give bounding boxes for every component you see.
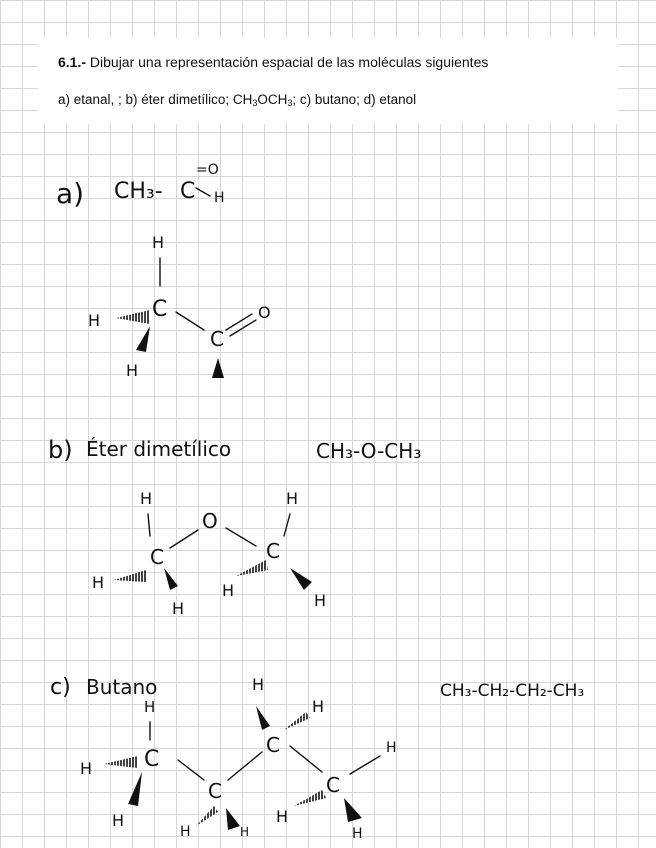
atom-c: C bbox=[326, 773, 340, 797]
atom-c: C bbox=[150, 545, 164, 569]
double-bond-line bbox=[230, 320, 256, 336]
answer-a-formula-c: C bbox=[180, 179, 196, 204]
bond-line bbox=[290, 746, 322, 772]
atom-c: C bbox=[210, 327, 224, 351]
exercise-number: 6.1.- bbox=[58, 54, 87, 70]
hashed-wedge-bond bbox=[104, 756, 138, 768]
answer-c-formula: CH₃-CH₂-CH₂-CH₃ bbox=[440, 681, 585, 701]
hashed-wedge-bond bbox=[114, 570, 146, 582]
atom-h: H bbox=[386, 740, 397, 756]
answer-a-formula-o: =O bbox=[196, 162, 219, 178]
answer-a-label: a) bbox=[56, 177, 85, 210]
atom-h: H bbox=[252, 675, 265, 694]
bond-line bbox=[350, 756, 380, 774]
solid-wedge-bond bbox=[290, 568, 312, 590]
solid-wedge-bond bbox=[344, 798, 362, 822]
atom-h: H bbox=[314, 591, 327, 610]
answer-b-formula: CH₃-O-CH₃ bbox=[316, 439, 422, 463]
bond-line bbox=[176, 312, 204, 330]
bond-line bbox=[226, 528, 256, 546]
bond-line bbox=[170, 530, 198, 548]
atom-h: H bbox=[92, 573, 105, 592]
solid-wedge-bond bbox=[256, 706, 270, 730]
hashed-wedge-bond bbox=[236, 560, 268, 576]
atom-c: C bbox=[152, 297, 168, 322]
answer-c bbox=[50, 675, 584, 842]
atom-h: H bbox=[352, 826, 363, 842]
atom-h: H bbox=[140, 489, 153, 508]
answer-b bbox=[48, 436, 421, 618]
atom-h: H bbox=[144, 698, 156, 716]
answer-a-formula-ch3: CH₃- bbox=[114, 179, 163, 204]
double-bond-line bbox=[226, 314, 252, 330]
atom-c: C bbox=[266, 733, 280, 757]
subtitle-part: ; c) butano; d) etanol bbox=[292, 92, 417, 107]
solid-wedge-bond bbox=[164, 568, 178, 590]
atom-h: H bbox=[240, 825, 250, 839]
answer-b-name: Éter dimetílico bbox=[86, 437, 232, 461]
atom-h: H bbox=[286, 489, 299, 508]
solid-wedge-bond bbox=[212, 358, 224, 378]
atom-c: C bbox=[208, 779, 222, 803]
bond-line bbox=[178, 760, 204, 780]
subscript: 3 bbox=[287, 98, 293, 108]
subtitle-part: OCH bbox=[257, 92, 288, 107]
atom-c: C bbox=[266, 539, 280, 563]
atom-h: H bbox=[312, 697, 325, 716]
bond-line bbox=[284, 514, 290, 536]
subscript: 3 bbox=[252, 98, 258, 108]
atom-h: H bbox=[276, 807, 289, 826]
answer-c-label: c) bbox=[50, 675, 71, 700]
answer-b-label: b) bbox=[48, 436, 73, 464]
atom-o: O bbox=[258, 303, 271, 322]
atom-h: H bbox=[152, 233, 165, 252]
hashed-wedge-bond bbox=[196, 806, 218, 826]
exercise-title-text: Dibujar una representación espacial de las moléculas siguientes bbox=[89, 54, 489, 70]
bond-line bbox=[228, 752, 262, 780]
solid-wedge-bond bbox=[128, 772, 142, 806]
solid-wedge-bond bbox=[226, 808, 240, 830]
atom-c: C bbox=[144, 747, 160, 772]
answer-a-formula-h: H bbox=[214, 190, 225, 206]
subtitle-part: a) etanal, ; b) éter dimetílico; CH bbox=[58, 92, 253, 107]
bond-line bbox=[148, 514, 150, 536]
atom-h: H bbox=[112, 811, 125, 830]
hashed-wedge-bond bbox=[284, 712, 310, 730]
atom-h: H bbox=[126, 361, 139, 380]
solid-wedge-bond bbox=[136, 326, 150, 352]
atom-o: O bbox=[202, 509, 218, 533]
atom-h: H bbox=[172, 599, 185, 618]
answer-c-name: Butano bbox=[86, 675, 158, 699]
answer-a bbox=[56, 162, 271, 380]
hashed-wedge-bond bbox=[294, 790, 326, 806]
bond-line bbox=[196, 188, 210, 196]
hashed-wedge-bond bbox=[116, 310, 150, 324]
atom-h: H bbox=[88, 311, 101, 330]
atom-h: H bbox=[80, 759, 93, 778]
atom-h: H bbox=[180, 824, 191, 840]
atom-h: H bbox=[222, 581, 235, 600]
